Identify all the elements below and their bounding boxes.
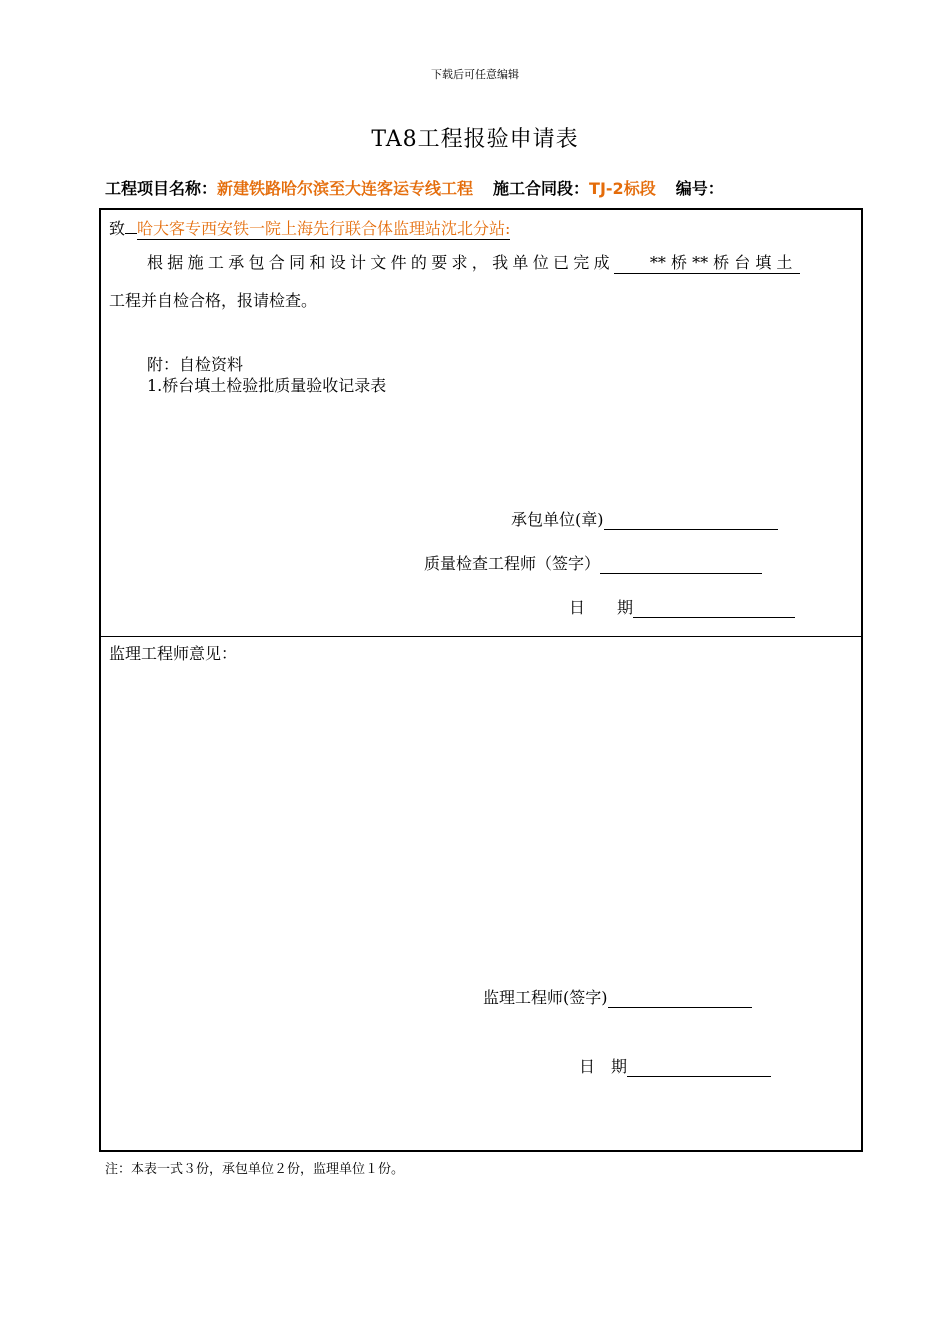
section-value: TJ-2标段 [589, 179, 656, 198]
contractor-label: 承包单位(章) [511, 510, 604, 529]
completed-work: ** 桥 ** 桥 台 填 土 [614, 250, 800, 274]
supervisor-opinion-label: 监理工程师意见： [109, 644, 238, 663]
body-line-2: 工程并自检合格，报请检查。 [109, 291, 318, 310]
meta-line [105, 176, 724, 199]
number-label: 编号： [675, 179, 724, 198]
section-divider [101, 636, 861, 637]
qc-engineer-sign-blank[interactable] [600, 555, 762, 574]
contractor-sign-blank[interactable] [604, 511, 778, 530]
attachment-item: 1.桥台填土检验批质量验收记录表 [147, 376, 387, 395]
date-label: 日 期 [569, 598, 634, 617]
project-label: 工程项目名称： [105, 179, 218, 198]
project-name: 新建铁路哈尔滨至大连客运专线工程 [217, 179, 474, 198]
qc-engineer-label: 质量检查工程师（签字） [424, 554, 601, 573]
to-underline [125, 233, 137, 234]
recipient-name: 哈大客专西安铁一院上海先行联合体监理站沈北分站: [137, 216, 510, 240]
contractor-date-blank[interactable] [633, 599, 795, 618]
supervisor-date-row [579, 1054, 771, 1077]
supervisor-date-label: 日 期 [579, 1057, 628, 1076]
supervisor-sign-row [483, 985, 752, 1008]
application-form [99, 208, 863, 1152]
qc-engineer-sign-row [424, 551, 762, 574]
contractor-date-row [569, 595, 795, 618]
supervisor-sign-label: 监理工程师(签字) [483, 988, 608, 1007]
supervisor-date-blank[interactable] [627, 1058, 771, 1077]
body-text-1: 根据施工承包合同和设计文件的要求，我单位已完成 [147, 253, 614, 272]
body-line-1 [147, 250, 800, 274]
supervisor-sign-blank[interactable] [608, 989, 752, 1008]
to-prefix: 致 [109, 219, 126, 238]
contractor-sign-row [511, 507, 778, 530]
recipient-line [109, 216, 510, 240]
section-label: 施工合同段： [493, 179, 590, 198]
form-title: TA8工程报验申请表 [371, 127, 579, 152]
top-note: 下载后可任意编辑 [431, 68, 519, 81]
footnote: 注：本表一式３份，承包单位２份，监理单位１份。 [105, 1162, 405, 1177]
attachment-label: 附：自检资料 [147, 355, 244, 374]
